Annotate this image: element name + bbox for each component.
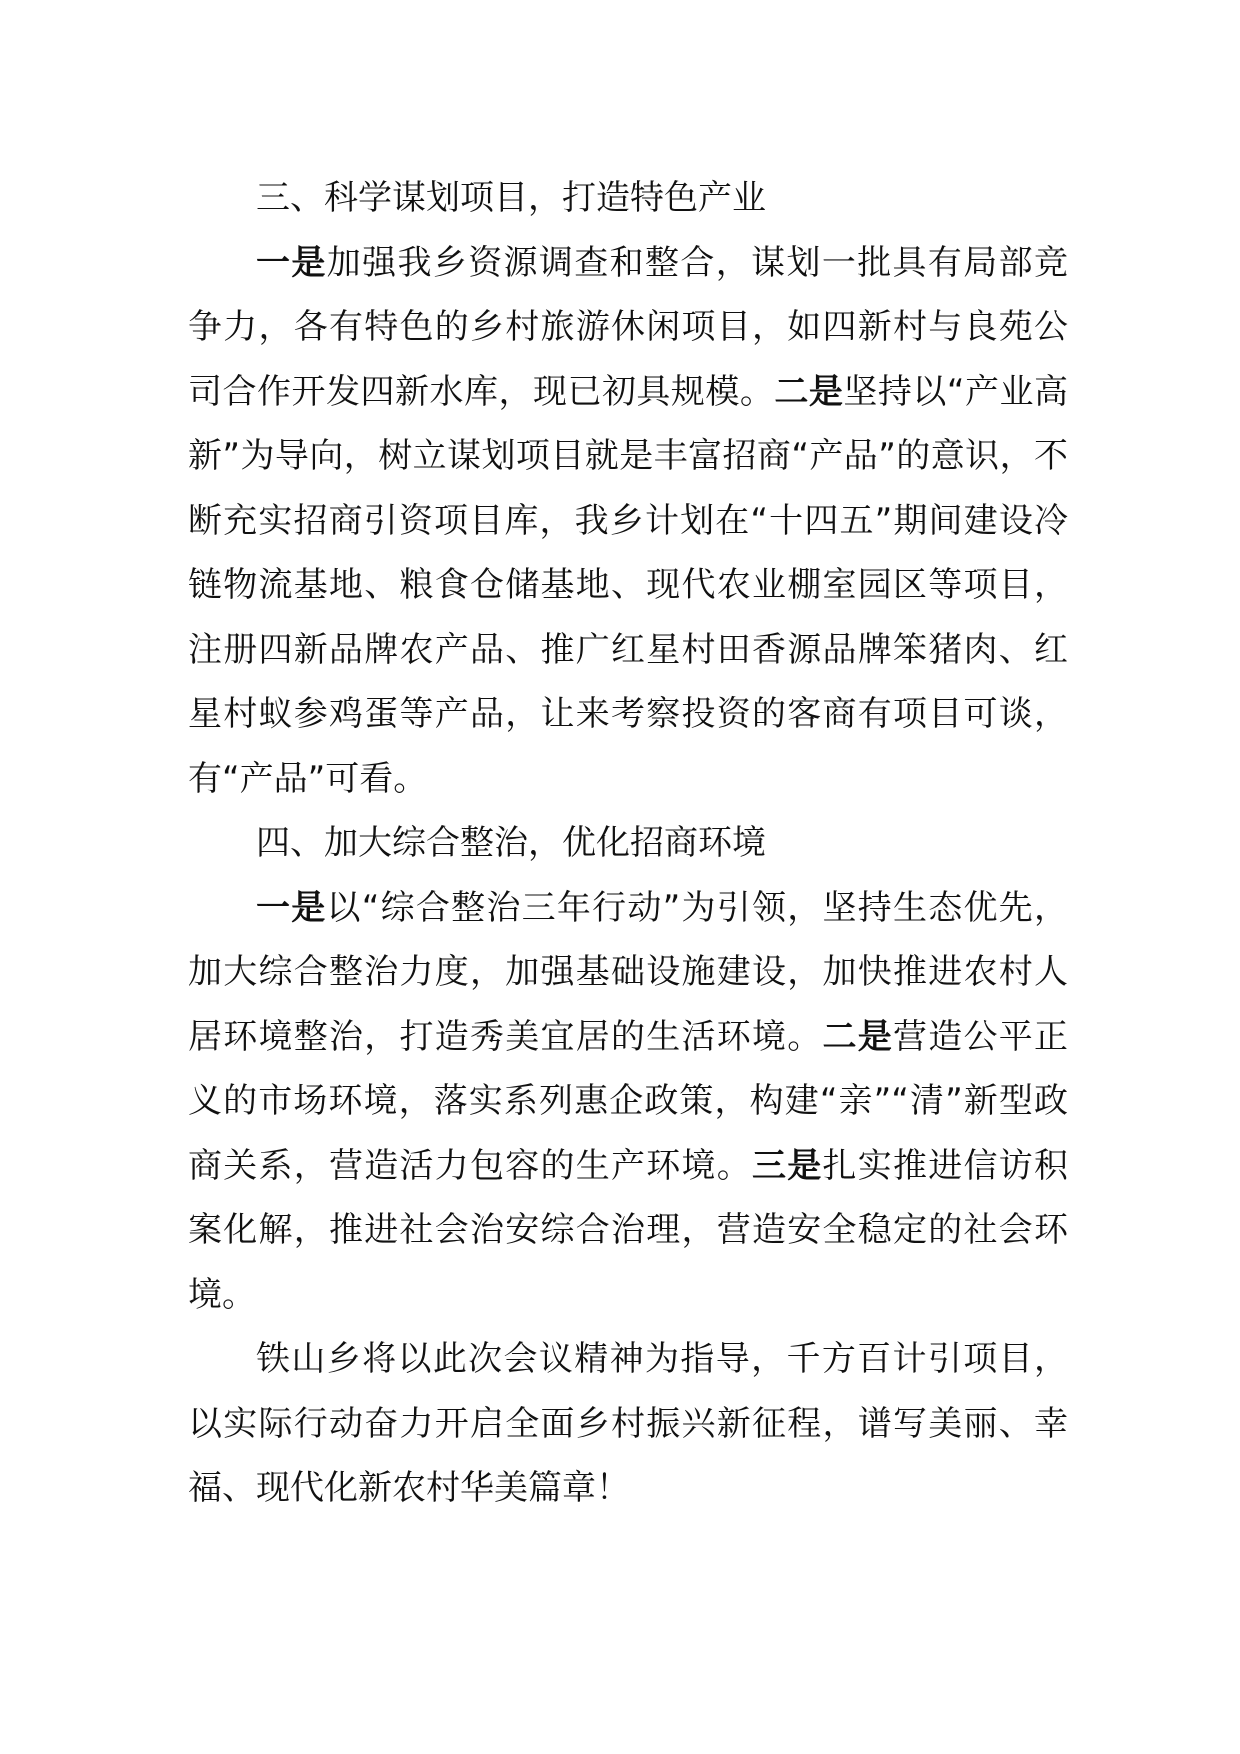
item-marker-2: 二是	[822, 1016, 893, 1057]
paragraph-text: 坚持以“产业高新”为导向，树立谋划项目就是丰富招商“产品”的意识，不断充实招商引资项目库，我乡计划在“十四五”期间建设冷链物流基地、粮食仓储基地、现代农业棚室园区等项目，注册四新品牌农产品、推广红星村田香源品牌笨猪肉、红星村蚁参鸡蛋等产品，让来考察投资的客商有项目可谈，有“产品”可看。	[188, 371, 1069, 799]
item-marker-2: 二是	[774, 371, 844, 412]
item-marker-1: 一是	[256, 887, 327, 928]
item-marker-3: 三是	[752, 1145, 823, 1186]
section-heading-4: 四、加大综合整治，优化招商环境	[256, 823, 766, 863]
paragraph-section-4	[188, 876, 1068, 1328]
closing-paragraph: 铁山乡将以此次会议精神为指导，千方百计引项目，以实际行动奋力开启全面乡村振兴新征程，谱写美丽、幸福、现代化新农村华美篇章！	[188, 1339, 1068, 1508]
paragraph-section-3	[188, 231, 1068, 812]
item-marker-1: 一是	[256, 242, 327, 283]
paragraph-text: 扎实推进信访积案化解，推进社会治安综合治理，营造安全稳定的社会环境。	[188, 1145, 1068, 1315]
paragraph-text: 加强我乡资源调查和整合，谋划一批具有局部竞争力，各有特色的乡村旅游休闲项目，如四新村与良苑公司合作开发四新水库，现已初具规模。	[188, 242, 1069, 412]
paragraph-text: 以“综合整治三年行动”为引领，坚持生态优先，加大综合整治力度，加强基础设施建设，加快推进农村人居环境整治，打造秀美宜居的生活环境。	[188, 887, 1069, 1057]
paragraph-text: 营造公平正义的市场环境，落实系列惠企政策，构建“亲”“清”新型政商关系，营造活力包容的生产环境。	[188, 1016, 1068, 1186]
document-body	[188, 166, 1068, 1521]
section-heading-3: 三、科学谋划项目，打造特色产业	[256, 178, 766, 218]
